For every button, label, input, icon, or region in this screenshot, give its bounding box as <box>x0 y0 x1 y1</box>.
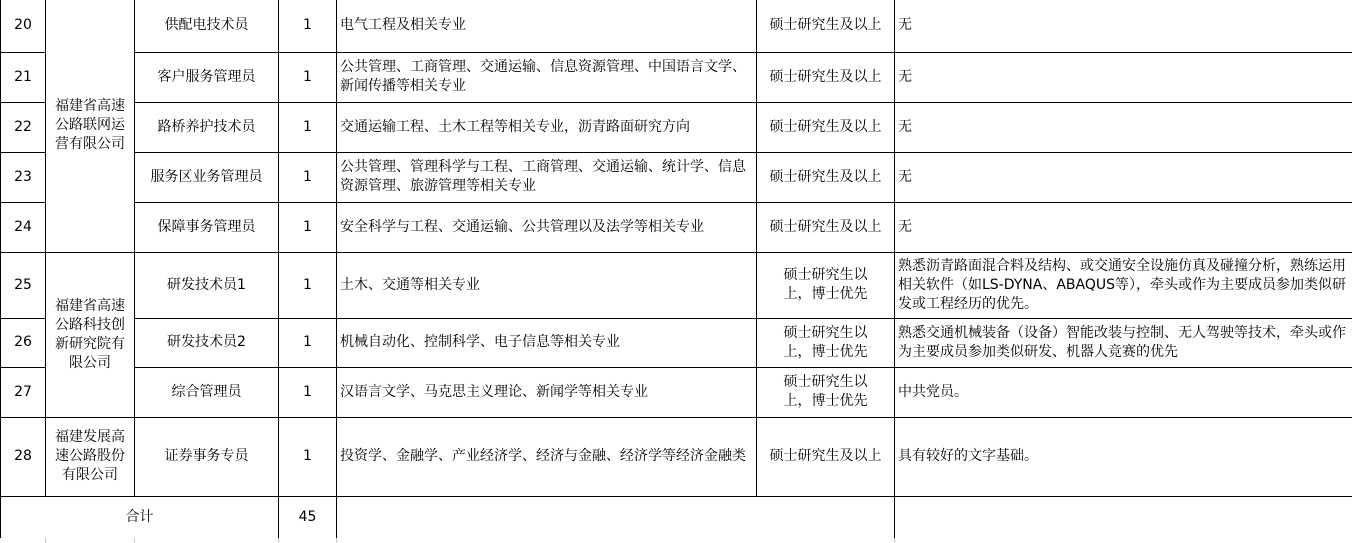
count-cell: 1 <box>279 52 337 102</box>
count-cell: 1 <box>279 202 337 252</box>
count-cell: 1 <box>279 0 337 52</box>
requirement-cell: 具有较好的文字基础。 <box>895 417 1353 496</box>
unit-name-cell: 福建省高速公路联网运营有限公司 <box>46 0 135 252</box>
major-cell: 公共管理、工商管理、交通运输、信息资源管理、中国语言文学、新闻传播等相关专业 <box>337 52 757 102</box>
requirement-cell: 熟悉沥青路面混合料及结构、或交通安全设施仿真及碰撞分析，熟练运用相关软件（如LS-DYNA、ABAQUS等），牵头或作为主要成员参加类似研发或工程经历的优先。 <box>895 252 1353 318</box>
table-row <box>1 367 1353 417</box>
row-number: 27 <box>1 367 46 417</box>
major-cell: 土木、交通等相关专业 <box>337 252 757 318</box>
major-cell: 公共管理、管理科学与工程、工商管理、交通运输、统计学、信息资源管理、旅游管理等相关专业 <box>337 152 757 202</box>
table-row <box>1 417 1353 496</box>
row-number: 26 <box>1 318 46 367</box>
row-number: 23 <box>1 152 46 202</box>
major-cell: 投资学、金融学、产业经济学、经济与金融、经济学等经济金融类 <box>337 417 757 496</box>
total-blank-cell <box>895 496 1353 538</box>
table-row <box>1 102 1353 152</box>
count-cell: 1 <box>279 417 337 496</box>
table-row <box>1 318 1353 367</box>
degree-cell: 硕士研究生及以上 <box>757 52 895 102</box>
row-number: 21 <box>1 52 46 102</box>
major-cell: 机械自动化、控制科学、电子信息等相关专业 <box>337 318 757 367</box>
position-cell: 客户服务管理员 <box>135 52 279 102</box>
row-number: 25 <box>1 252 46 318</box>
position-cell: 保障事务管理员 <box>135 202 279 252</box>
count-cell: 1 <box>279 102 337 152</box>
row-number: 24 <box>1 202 46 252</box>
degree-cell: 硕士研究生以上，博士优先 <box>757 318 895 367</box>
gridline <box>134 538 135 543</box>
gridline <box>278 538 279 543</box>
position-cell: 供配电技术员 <box>135 0 279 52</box>
gridline <box>45 538 46 543</box>
major-cell: 电气工程及相关专业 <box>337 0 757 52</box>
total-label: 合计 <box>1 496 279 538</box>
position-cell: 证券事务专员 <box>135 417 279 496</box>
table-row <box>1 152 1353 202</box>
count-cell: 1 <box>279 367 337 417</box>
requirement-cell: 无 <box>895 202 1353 252</box>
next-row-gridlines <box>0 538 1357 543</box>
gridline <box>894 538 895 543</box>
degree-cell: 硕士研究生及以上 <box>757 417 895 496</box>
sheet-margin <box>1352 0 1357 543</box>
requirement-cell: 熟悉交通机械装备（设备）智能改装与控制、无人驾驶等技术，牵头或作为主要成员参加类似研发、机器人竞赛的优先 <box>895 318 1353 367</box>
row-number: 20 <box>1 0 46 52</box>
requirement-cell: 无 <box>895 0 1353 52</box>
count-cell: 1 <box>279 152 337 202</box>
degree-cell: 硕士研究生及以上 <box>757 0 895 52</box>
count-cell: 1 <box>279 318 337 367</box>
unit-name-cell: 福建省高速公路科技创新研究院有限公司 <box>46 252 135 417</box>
position-cell: 研发技术员1 <box>135 252 279 318</box>
table-row <box>1 202 1353 252</box>
row-number: 22 <box>1 102 46 152</box>
table-row <box>1 252 1353 318</box>
total-count: 45 <box>279 496 337 538</box>
unit-name-cell: 福建发展高速公路股份有限公司 <box>46 417 135 496</box>
position-cell: 路桥养护技术员 <box>135 102 279 152</box>
major-cell: 安全科学与工程、交通运输、公共管理以及法学等相关专业 <box>337 202 757 252</box>
requirement-cell: 无 <box>895 152 1353 202</box>
total-row <box>1 496 1353 538</box>
table-row <box>1 0 1353 52</box>
position-cell: 综合管理员 <box>135 367 279 417</box>
requirement-cell: 无 <box>895 102 1353 152</box>
table-row <box>1 52 1353 102</box>
position-cell: 服务区业务管理员 <box>135 152 279 202</box>
major-cell: 汉语言文学、马克思主义理论、新闻学等相关专业 <box>337 367 757 417</box>
requirement-cell: 无 <box>895 52 1353 102</box>
position-cell: 研发技术员2 <box>135 318 279 367</box>
degree-cell: 硕士研究生及以上 <box>757 102 895 152</box>
gridline <box>336 538 337 543</box>
total-blank-cell <box>337 496 895 538</box>
degree-cell: 硕士研究生及以上 <box>757 202 895 252</box>
degree-cell: 硕士研究生以上，博士优先 <box>757 367 895 417</box>
degree-cell: 硕士研究生及以上 <box>757 152 895 202</box>
major-cell: 交通运输工程、土木工程等相关专业，沥青路面研究方向 <box>337 102 757 152</box>
requirement-cell: 中共党员。 <box>895 367 1353 417</box>
row-number: 28 <box>1 417 46 496</box>
count-cell: 1 <box>279 252 337 318</box>
degree-cell: 硕士研究生以上，博士优先 <box>757 252 895 318</box>
